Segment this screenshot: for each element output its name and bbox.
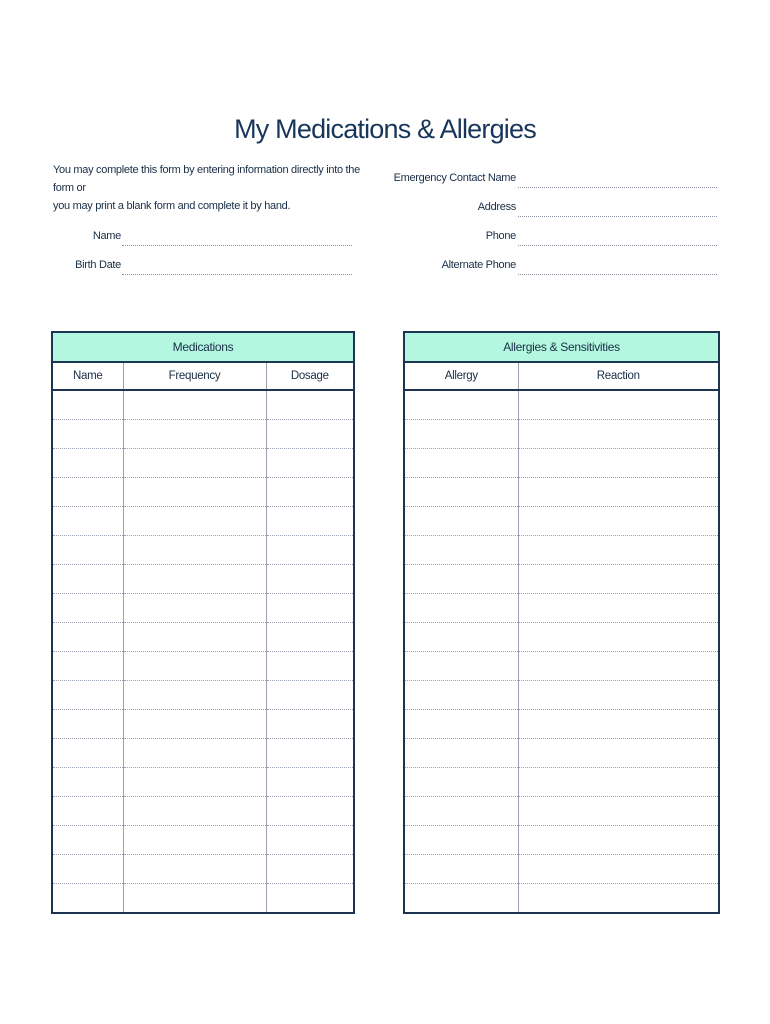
medication-cell[interactable] (123, 478, 266, 507)
address-field[interactable] (518, 202, 717, 217)
medication-cell[interactable] (52, 652, 123, 681)
allergy-cell[interactable] (518, 826, 719, 855)
allergy-cell[interactable] (518, 652, 719, 681)
allergy-row (404, 681, 719, 710)
medication-row (52, 449, 354, 478)
allergy-cell[interactable] (404, 594, 518, 623)
medication-cell[interactable] (52, 739, 123, 768)
emergency-contact-name-label: Emergency Contact Name (393, 172, 516, 184)
medication-cell[interactable] (52, 884, 123, 914)
medication-cell[interactable] (123, 884, 266, 914)
medication-cell[interactable] (123, 652, 266, 681)
alternate-phone-field[interactable] (518, 260, 717, 275)
med-col-name: Name (52, 362, 123, 390)
allergy-cell[interactable] (518, 768, 719, 797)
medication-row (52, 652, 354, 681)
allergy-cell[interactable] (404, 884, 518, 914)
alternate-phone-label: Alternate Phone (441, 259, 516, 271)
medication-cell[interactable] (266, 390, 354, 420)
allergy-cell[interactable] (518, 390, 719, 420)
allergy-cell[interactable] (404, 536, 518, 565)
medication-row (52, 739, 354, 768)
allergy-cell[interactable] (518, 884, 719, 914)
medication-cell[interactable] (52, 536, 123, 565)
allergy-cell[interactable] (404, 420, 518, 449)
allergy-row (404, 449, 719, 478)
name-field[interactable] (122, 231, 352, 246)
allergy-cell[interactable] (518, 681, 719, 710)
medication-cell[interactable] (52, 623, 123, 652)
medication-row (52, 826, 354, 855)
allergies-header: Allergies & Sensitivities (404, 332, 719, 362)
medication-cell[interactable] (52, 507, 123, 536)
medications-header: Medications (52, 332, 354, 362)
allergy-cell[interactable] (518, 478, 719, 507)
medication-cell[interactable] (266, 507, 354, 536)
allergy-row (404, 623, 719, 652)
medication-cell[interactable] (123, 594, 266, 623)
medication-cell[interactable] (266, 884, 354, 914)
name-label: Name (92, 230, 121, 242)
allergy-cell[interactable] (404, 623, 518, 652)
allergy-cell[interactable] (404, 826, 518, 855)
allergies-table (403, 331, 720, 914)
medication-cell[interactable] (52, 565, 123, 594)
medication-row (52, 536, 354, 565)
allergy-row (404, 768, 719, 797)
medication-cell[interactable] (123, 565, 266, 594)
medication-cell[interactable] (266, 594, 354, 623)
medication-cell[interactable] (123, 623, 266, 652)
allergy-row (404, 826, 719, 855)
allergy-cell[interactable] (404, 478, 518, 507)
medication-cell[interactable] (266, 797, 354, 826)
allergy-row (404, 710, 719, 739)
medication-cell[interactable] (52, 594, 123, 623)
allergy-row (404, 855, 719, 884)
medication-cell[interactable] (123, 768, 266, 797)
allergy-cell[interactable] (518, 855, 719, 884)
medication-row (52, 594, 354, 623)
medication-cell[interactable] (123, 390, 266, 420)
medication-cell[interactable] (266, 855, 354, 884)
allergy-cell[interactable] (518, 536, 719, 565)
allergy-cell[interactable] (518, 739, 719, 768)
medication-row (52, 390, 354, 420)
medication-cell[interactable] (123, 681, 266, 710)
allergy-row (404, 594, 719, 623)
allergy-cell[interactable] (404, 855, 518, 884)
instructions-line-1: You may complete this form by entering information directly into the form or (53, 164, 360, 194)
medication-cell[interactable] (266, 565, 354, 594)
allergy-row (404, 536, 719, 565)
allergy-col-allergy: Allergy (404, 362, 518, 390)
phone-field[interactable] (518, 231, 717, 246)
medication-cell[interactable] (52, 826, 123, 855)
allergy-row (404, 420, 719, 449)
medication-cell[interactable] (52, 390, 123, 420)
birth-date-label: Birth Date (75, 259, 121, 271)
medication-cell[interactable] (123, 797, 266, 826)
medication-cell[interactable] (123, 710, 266, 739)
medication-row (52, 710, 354, 739)
allergy-col-reaction: Reaction (518, 362, 719, 390)
medication-row (52, 623, 354, 652)
allergy-row (404, 478, 719, 507)
allergy-row (404, 652, 719, 681)
medication-cell[interactable] (123, 507, 266, 536)
medication-row (52, 478, 354, 507)
medication-cell[interactable] (266, 623, 354, 652)
medication-row (52, 884, 354, 914)
medication-row (52, 681, 354, 710)
med-col-frequency: Frequency (123, 362, 266, 390)
medication-cell[interactable] (52, 855, 123, 884)
medication-row (52, 565, 354, 594)
allergy-cell[interactable] (518, 449, 719, 478)
allergy-cell[interactable] (518, 623, 719, 652)
medication-cell[interactable] (266, 681, 354, 710)
instructions (53, 161, 383, 215)
medications-table (51, 331, 355, 914)
medication-cell[interactable] (123, 855, 266, 884)
birth-date-field[interactable] (122, 260, 352, 275)
medication-row (52, 797, 354, 826)
allergy-cell[interactable] (404, 565, 518, 594)
allergy-cell[interactable] (404, 652, 518, 681)
address-label: Address (477, 201, 516, 213)
instructions-line-2: you may print a blank form and complete it by hand. (53, 200, 291, 212)
allergy-cell[interactable] (404, 739, 518, 768)
medication-cell[interactable] (123, 420, 266, 449)
allergy-cell[interactable] (404, 507, 518, 536)
allergy-row (404, 390, 719, 420)
medication-cell[interactable] (266, 449, 354, 478)
medication-cell[interactable] (266, 536, 354, 565)
medication-cell[interactable] (123, 536, 266, 565)
allergy-cell[interactable] (518, 420, 719, 449)
medication-cell[interactable] (52, 768, 123, 797)
allergy-cell[interactable] (404, 797, 518, 826)
medication-cell[interactable] (52, 449, 123, 478)
allergy-row (404, 797, 719, 826)
medication-cell[interactable] (123, 739, 266, 768)
medication-row (52, 855, 354, 884)
medication-cell[interactable] (266, 478, 354, 507)
medication-cell[interactable] (266, 739, 354, 768)
allergy-cell[interactable] (404, 681, 518, 710)
allergy-cell[interactable] (404, 449, 518, 478)
medication-cell[interactable] (123, 449, 266, 478)
medication-cell[interactable] (266, 652, 354, 681)
allergy-cell[interactable] (518, 797, 719, 826)
medication-cell[interactable] (266, 768, 354, 797)
allergy-row (404, 565, 719, 594)
allergy-row (404, 884, 719, 914)
allergy-cell[interactable] (518, 507, 719, 536)
medication-cell[interactable] (52, 681, 123, 710)
allergy-row (404, 739, 719, 768)
phone-label: Phone (485, 230, 516, 242)
allergy-cell[interactable] (518, 565, 719, 594)
page-title: My Medications & Allergies (234, 114, 536, 144)
med-col-dosage: Dosage (266, 362, 354, 390)
emergency-contact-name-field[interactable] (518, 173, 717, 188)
medication-cell[interactable] (266, 826, 354, 855)
medication-cell[interactable] (123, 826, 266, 855)
medication-row (52, 420, 354, 449)
medication-cell[interactable] (266, 420, 354, 449)
allergy-cell[interactable] (404, 768, 518, 797)
medication-cell[interactable] (52, 478, 123, 507)
medication-cell[interactable] (266, 710, 354, 739)
medication-cell[interactable] (52, 797, 123, 826)
allergy-row (404, 507, 719, 536)
allergy-cell[interactable] (404, 710, 518, 739)
medication-cell[interactable] (52, 420, 123, 449)
medication-row (52, 507, 354, 536)
allergy-cell[interactable] (518, 710, 719, 739)
allergy-cell[interactable] (404, 390, 518, 420)
medication-cell[interactable] (52, 710, 123, 739)
medication-row (52, 768, 354, 797)
allergy-cell[interactable] (518, 594, 719, 623)
